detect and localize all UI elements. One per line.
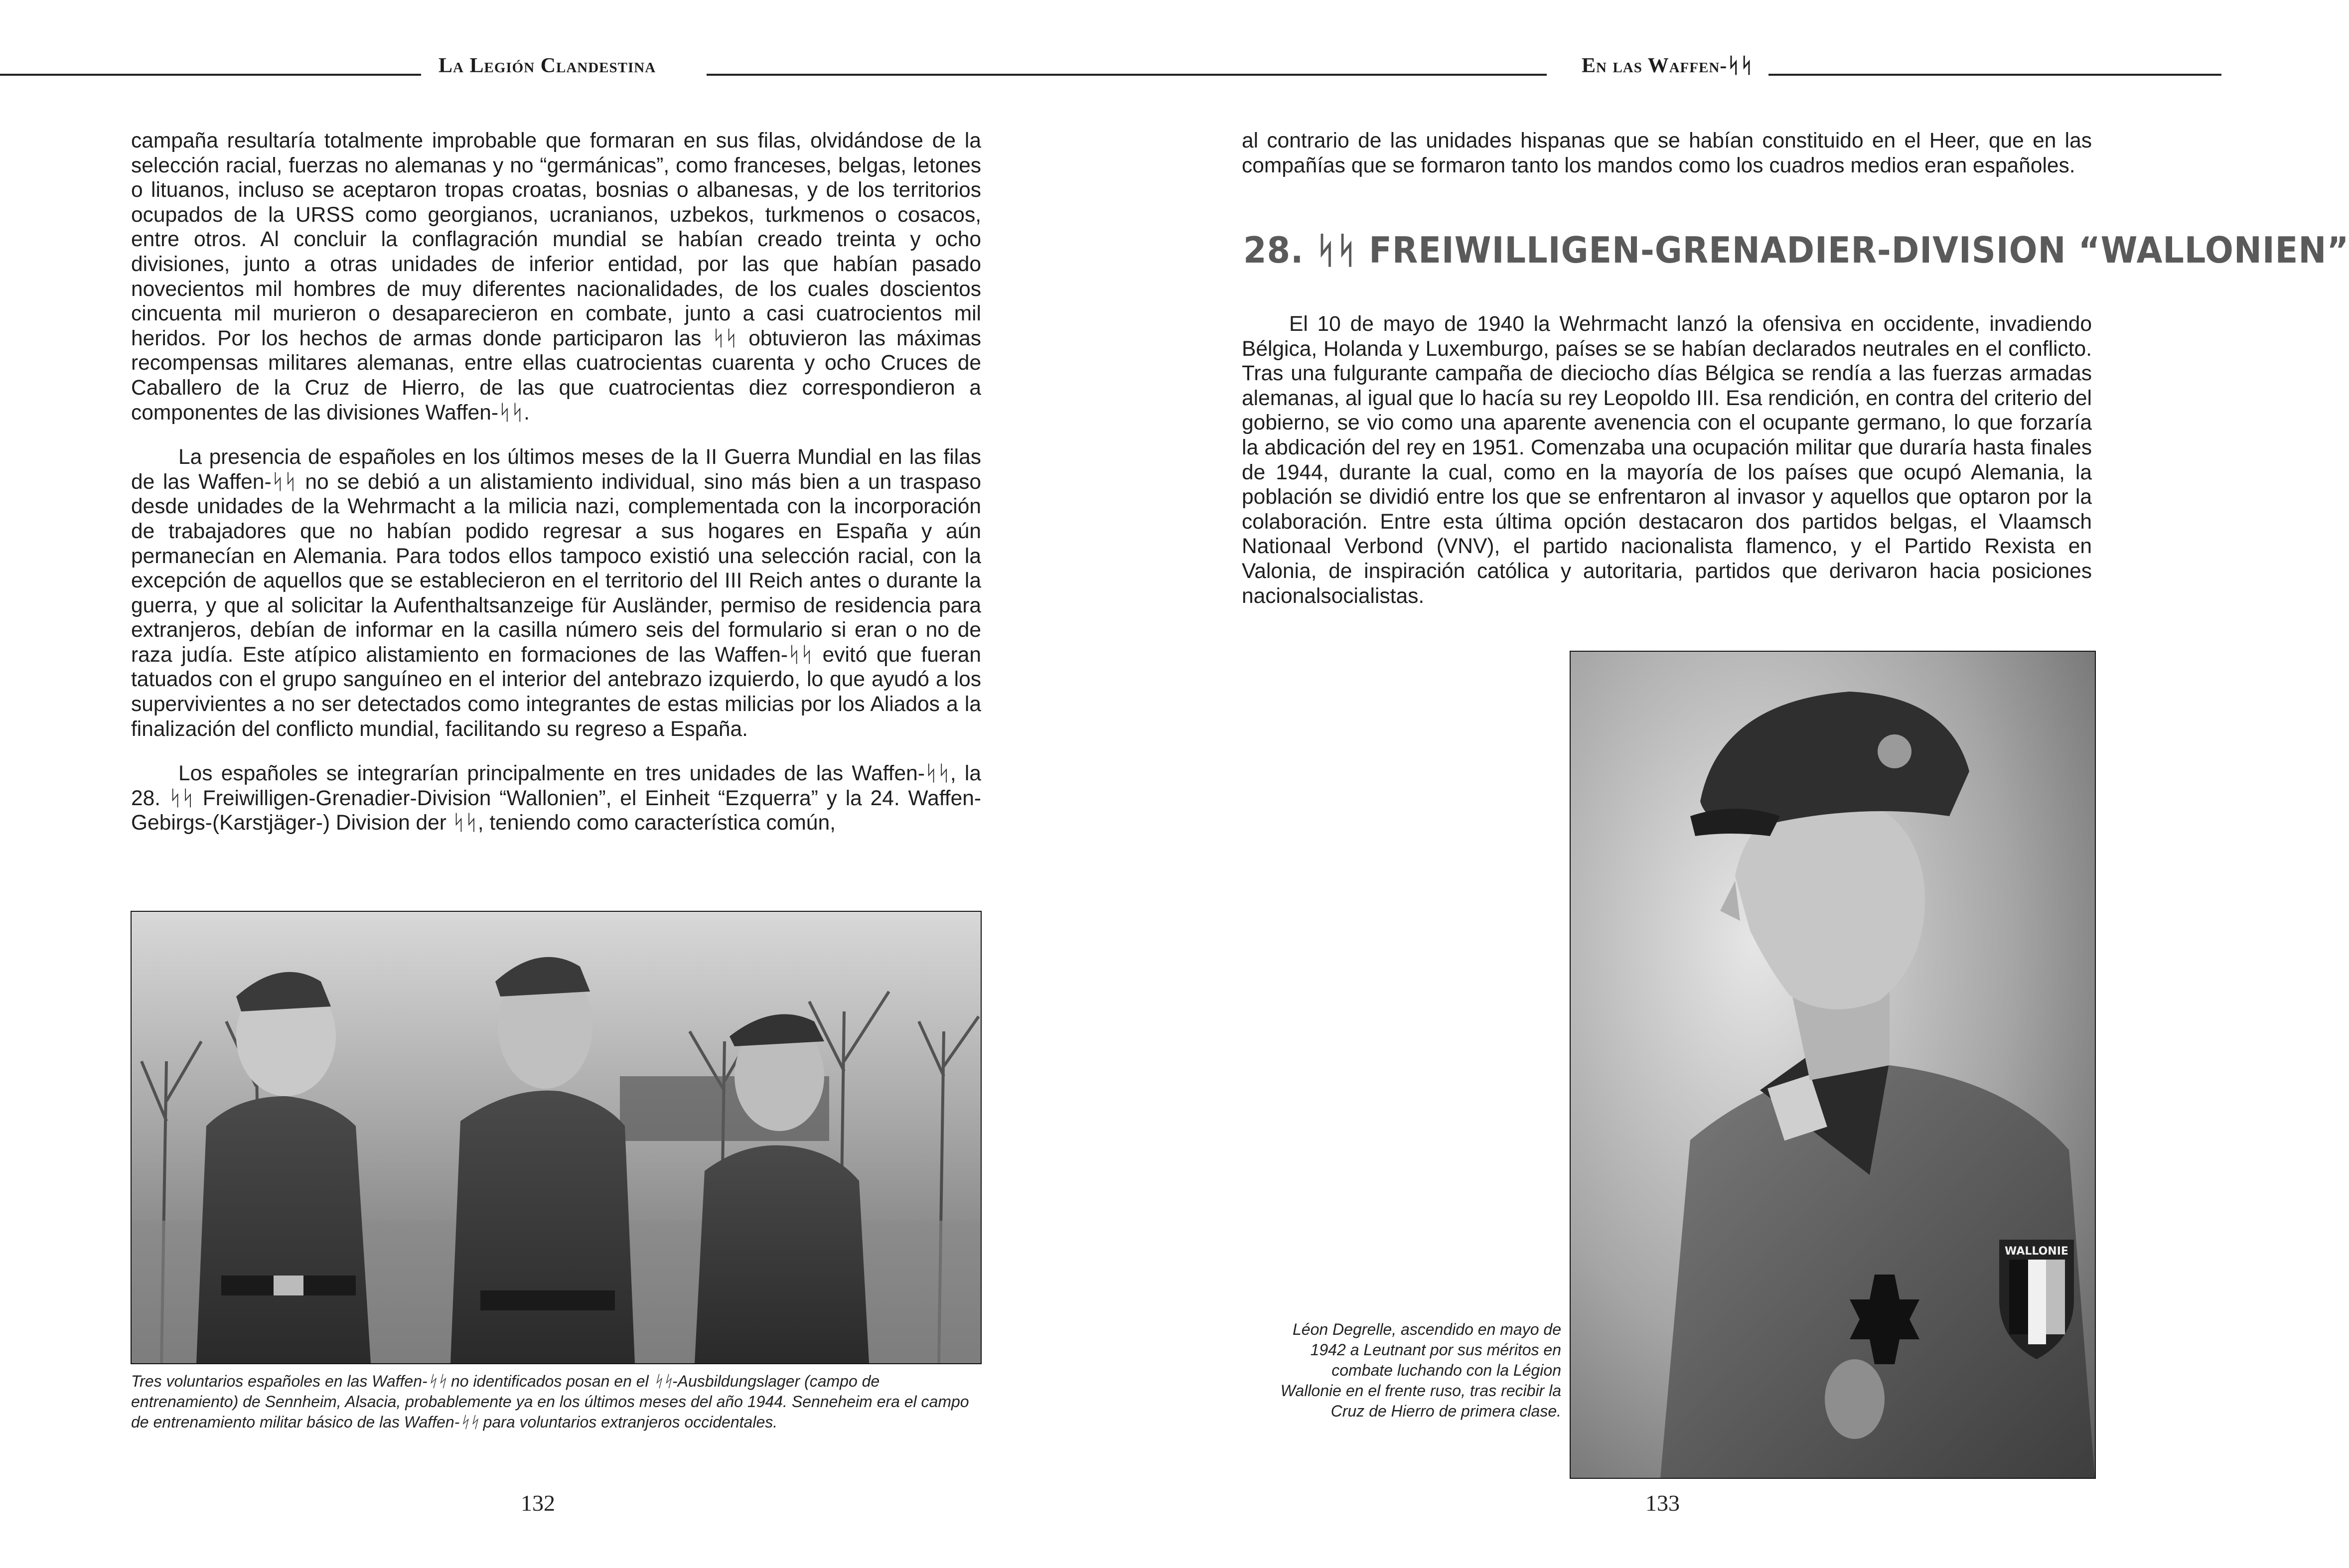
header-rule-left [0, 74, 421, 76]
page-number-left: 132 [521, 1490, 555, 1516]
photo-three-volunteers [131, 911, 982, 1364]
paragraph: La presencia de españoles en los últimos meses de la II Guerra Mundial en las filas de las Waffen-ᛋᛋ no se debió a un alistamiento individual, sino más bien a un traspaso desde unidades de la Wehrmacht a la milicia nazi, complementada con la incorporación de trabajadores que no habían podido regresar a sus hogares en España y aún permanecían en Alemania. Para todos ellos tampoco existió una selección racial, con la excepción de aquellos que se establecieron en el territorio del III Reich antes o durante la guerra, y que al solicitar la Aufenthaltsanzeige für Ausländer, permiso de residencia para extranjeros, debían de informar en la casilla número seis del formulario si eran o no de raza judía. Este atípico alistamiento en formaciones de las Waffen-ᛋᛋ evitó que fueran tatuados con el grupo sanguíneo en el interior del antebrazo izquierdo, lo que ayudó a los supervivientes a no ser detectados como integrantes de estas milicias por los Aliados a la finalización del conflicto mundial, facilitando su regreso a España. [131, 445, 981, 741]
header-rule-right-tail [1768, 74, 2221, 76]
caption-leon-degrelle: Léon Degrelle, ascendido en mayo de 1942 a Leutnant por sus méritos en combate luchando con la Légion Wallonie en el frente ruso, tras recibir la Cruz de Hierro de primera clase. [1280, 1320, 1561, 1420]
header-rule-right [1111, 74, 1547, 76]
paragraph: al contrario de las unidades hispanas que se habían constituido en el Heer, que en las compañías que se formaron tanto los mandos como los cuadros medios eran españoles. [1242, 129, 2092, 177]
photo-three-volunteers-image [132, 912, 981, 1363]
paragraph: Los españoles se integrarían principalmente en tres unidades de las Waffen-ᛋᛋ, la 28. ᛋᛋ Freiwilligen-Grenadier-Division “Wallonien”, el Einheit “Ezquerra” y la 24. Waffen-Gebirgs-(Karstjäger-) Division der ᛋᛋ, teniendo como característica común, [131, 762, 981, 835]
right-text-column [1242, 312, 2092, 628]
paragraph: El 10 de mayo de 1940 la Wehrmacht lanzó la ofensiva en occidente, invadiendo Bélgica, Holanda y Luxemburgo, países se se habían declarados neutrales en el conflicto. Tras una fulgurante campaña de dieciocho días Bélgica se rendía a las fuerzas armadas alemanas, al igual que lo hacía su rey Leopoldo III. Esa rendición, en contra del criterio del gobierno, se vio como una aparente avenencia con el ocupante germano, lo que forzaría la abdicación del rey en 1951. Comenzaba una ocupación militar que duraría hasta finales de 1944, durante la cual, como en la mayoría de los países que ocupó Alemania, la población se dividió entre los que se enfrentaron al invasor y aquellos que optaron por la colaboración. Entre esta última opción destacaron dos partidos belgas, el Vlaamsch Nationaal Verbond (VNV), el partido nacionalista flamenco, y el Partido Rexista en Valonia, de inspiración católica y autoritaria, partidos que derivaron hacia posiciones nacionalsocialistas. [1242, 312, 2092, 608]
header-rule-left-tail [707, 74, 1111, 76]
caption-three-volunteers: Tres voluntarios españoles en las Waffen-ᛋᛋ no identificados posan en el ᛋᛋ-Ausbildungslager (campo de entrenamiento) de Sennheim, Alsacia, probablemente ya en los últimos meses del año 1944. Senneheim era el campo de entrenamiento militar básico de las Waffen-ᛋᛋ para voluntarios extranjeros occidentales. [131, 1372, 969, 1431]
photo-leon-degrelle-image [1571, 652, 2095, 1478]
section-title: 28. ᛋᛋ FREIWILLIGEN-GRENADIER-DIVISION “WALLONIEN” [1243, 229, 2349, 271]
running-head-left: La Legión Clandestina [439, 54, 656, 77]
paragraph: campaña resultaría totalmente improbable que formaran en sus filas, olvidándose de la selección racial, fuerzas no alemanas y no “germánicas”, como franceses, belgas, letones o lituanos, incluso se aceptaron tropas croatas, bosnias o albanesas, y de los territorios ocupados de la URSS como georgianos, ucranianos, uzbekos, turkmenos o cosacos, entre otros. Al concluir la conflagración mundial se habían creado treinta y ocho divisiones, junto a otras unidades de inferior entidad, por las que habían pasado novecientos mil hombres de muy diferentes nacionalidades, de los cuales doscientos cincuenta mil murieron o desaparecieron en combate, junto a casi cuatrocientos mil heridos. Por los hechos de armas donde participaron las ᛋᛋ obtuvieron las máximas recompensas militares alemanas, entre ellas cuatrocientas cuarenta y ocho Cruces de Caballero de la Cruz de Hierro, de las que cuatrocientas diez correspondieron a componentes de las divisiones Waffen-ᛋᛋ. [131, 129, 981, 425]
page-number-right: 133 [1645, 1490, 1680, 1516]
left-text-column [131, 129, 981, 855]
photo-leon-degrelle [1570, 651, 2096, 1479]
right-intro-column [1242, 129, 2092, 198]
running-head-right: En las Waffen-ᛋᛋ [1582, 54, 1754, 77]
left-page [0, 0, 1111, 1568]
badge-wallonie: WALLONIE [2005, 1245, 2068, 1258]
